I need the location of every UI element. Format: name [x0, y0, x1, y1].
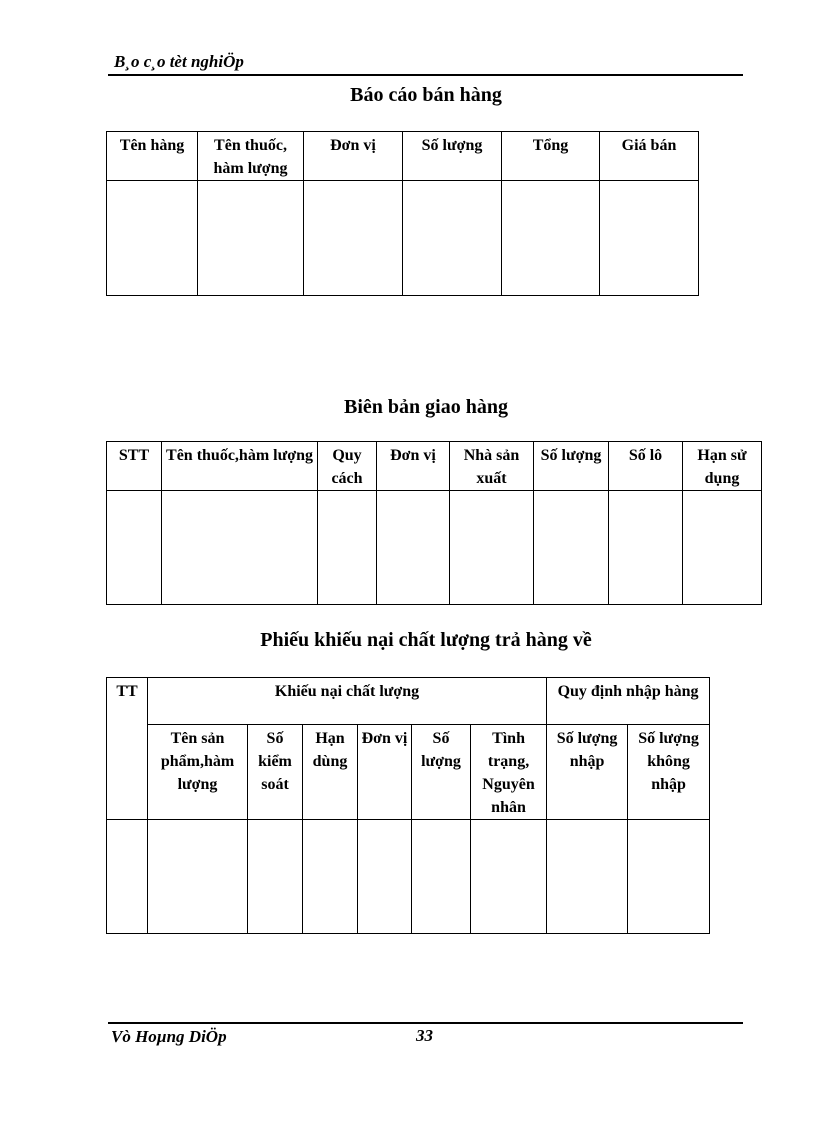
column-header: Đơn vị [358, 725, 412, 820]
column-header: Số lượng [412, 725, 471, 820]
table-header-row [107, 725, 710, 820]
table-cell [303, 820, 358, 934]
column-header: Số lượng không nhập [628, 725, 710, 820]
table-cell [471, 820, 547, 934]
footer-rule [108, 1022, 743, 1024]
table-cell [534, 491, 609, 605]
table-cell [609, 491, 683, 605]
table-cell [107, 820, 148, 934]
column-header: Giá bán [600, 132, 699, 181]
column-header: Số lô [609, 442, 683, 491]
page-number: 33 [416, 1026, 433, 1045]
table-cell [600, 181, 699, 296]
delivery-record-table [106, 441, 762, 605]
column-group-header: Quy định nhập hàng [547, 678, 710, 725]
column-header: TT [107, 678, 148, 820]
header-rule [108, 74, 743, 76]
column-header: Tên hàng [107, 132, 198, 181]
footer-author: Vò Hoµng DiÖp [111, 1027, 227, 1046]
table-row [107, 491, 762, 605]
table-cell [304, 181, 403, 296]
column-header: Hạn dùng [303, 725, 358, 820]
column-header: Đơn vị [304, 132, 403, 181]
table-header-row [107, 678, 710, 725]
column-header: Đơn vị [377, 442, 450, 491]
table-cell [628, 820, 710, 934]
column-header: Tên thuốc, hàm lượng [198, 132, 304, 181]
table-cell [450, 491, 534, 605]
column-header: Tổng [502, 132, 600, 181]
sales-report-table [106, 131, 699, 296]
column-header: Tên sản phẩm,hàm lượng [148, 725, 248, 820]
table-cell [107, 491, 162, 605]
delivery-record-title: Biên bản giao hàng [344, 396, 508, 418]
table-row [107, 820, 710, 934]
table-cell [358, 820, 412, 934]
column-header: Số lượng nhập [547, 725, 628, 820]
table-cell [318, 491, 377, 605]
column-header: STT [107, 442, 162, 491]
table-cell [412, 820, 471, 934]
column-header: Tên thuốc,hàm lượng [162, 442, 318, 491]
sales-report-title: Báo cáo bán hàng [350, 84, 502, 106]
table-row [107, 181, 699, 296]
column-header: Số kiểm soát [248, 725, 303, 820]
table-cell [162, 491, 318, 605]
table-cell [107, 181, 198, 296]
table-cell [502, 181, 600, 296]
table-cell [547, 820, 628, 934]
column-header: Quy cách [318, 442, 377, 491]
column-header: Hạn sử dụng [683, 442, 762, 491]
complaint-form-table [106, 677, 710, 934]
running-header: B¸o c¸o tèt nghiÖp [114, 52, 244, 71]
table-cell [148, 820, 248, 934]
column-header: Số lượng [534, 442, 609, 491]
table-cell [377, 491, 450, 605]
column-header: Số lượng [403, 132, 502, 181]
table-cell [248, 820, 303, 934]
table-cell [403, 181, 502, 296]
complaint-form-title: Phiếu khiếu nại chất lượng trả hàng về [260, 629, 592, 651]
column-group-header: Khiếu nại chất lượng [148, 678, 547, 725]
table-cell [683, 491, 762, 605]
table-header-row [107, 442, 762, 491]
column-header: Tình trạng, Nguyên nhân [471, 725, 547, 820]
column-header: Nhà sản xuất [450, 442, 534, 491]
table-cell [198, 181, 304, 296]
table-header-row [107, 132, 699, 181]
